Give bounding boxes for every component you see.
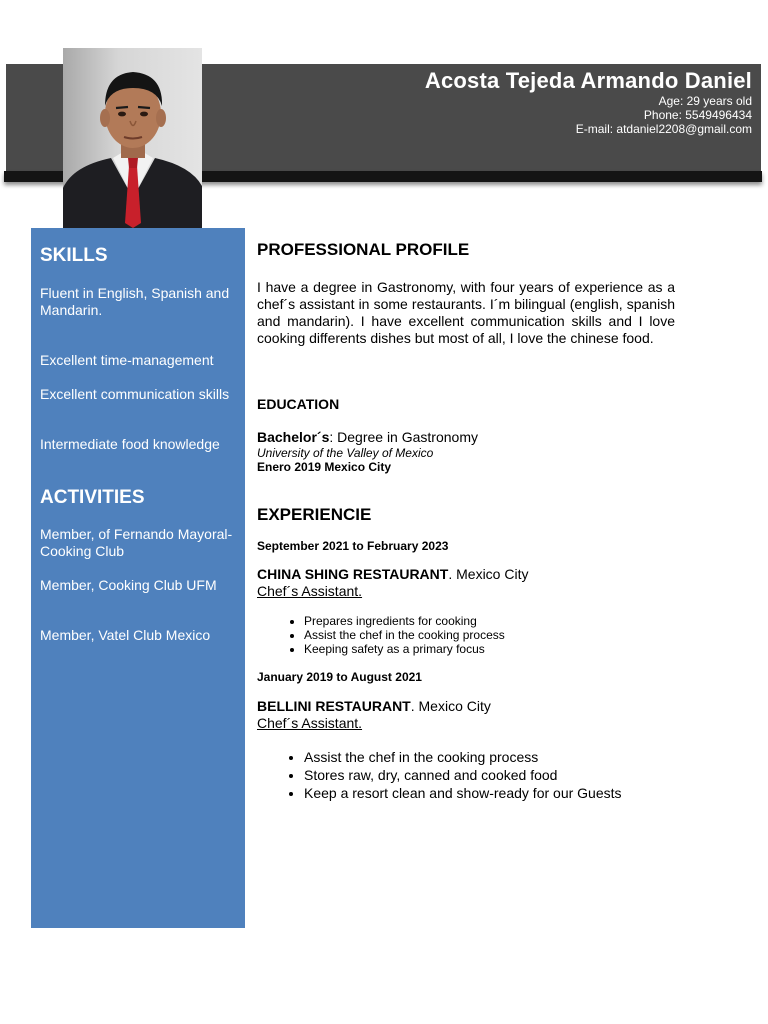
- portrait-illustration: [63, 48, 202, 228]
- job-task: • Prepares ingredients for cooking: [304, 614, 722, 628]
- phone-text: Phone: 5549496434: [643, 108, 752, 122]
- activities-heading: ACTIVITIES: [40, 487, 145, 508]
- job-company: BELLINI RESTAURANT: [257, 698, 411, 714]
- job-company-line: [257, 698, 675, 714]
- sidebar: [31, 228, 245, 928]
- education-school: University of the Valley of Mexico: [257, 446, 434, 460]
- skill-item: Intermediate food knowledge: [40, 436, 220, 452]
- degree-label: Bachelor´s: [257, 429, 330, 445]
- job-task: • Assist the chef in the cooking process: [304, 748, 722, 766]
- education-date: Enero 2019 Mexico City: [257, 460, 392, 474]
- activity-item: Member, Cooking Club UFM: [40, 577, 217, 593]
- job-company-line: [257, 566, 675, 582]
- skill-item: Fluent in English, Spanish and Mandarin.: [40, 285, 230, 318]
- job-location: . Mexico City: [410, 698, 491, 714]
- job-task: • Stores raw, dry, canned and cooked food: [304, 766, 722, 784]
- education-degree: [257, 429, 675, 445]
- job-role: Chef´s Assistant.: [257, 583, 363, 599]
- experience-heading: EXPERIENCIE: [257, 505, 372, 524]
- job-location: . Mexico City: [448, 566, 529, 582]
- profile-photo: [63, 48, 202, 228]
- activity-item: Member, of Fernando Mayoral-Cooking Club: [40, 526, 233, 559]
- candidate-name: Acosta Tejeda Armando Daniel: [424, 68, 752, 93]
- job-task: • Keeping safety as a primary focus: [304, 642, 722, 656]
- skill-item: Excellent time-management: [40, 352, 214, 368]
- job-task: • Keep a resort clean and show-ready for our Guests: [304, 784, 722, 802]
- skill-item: Excellent communication skills: [40, 386, 230, 402]
- job-role: Chef´s Assistant.: [257, 715, 363, 731]
- job-company: CHINA SHING RESTAURANT: [257, 566, 449, 582]
- job-dates: January 2019 to August 2021: [257, 670, 422, 684]
- activity-item: Member, Vatel Club Mexico: [40, 627, 211, 643]
- email-text: E-mail: atdaniel2208@gmail.com: [575, 122, 752, 136]
- job-dates: September 2021 to February 2023: [257, 539, 449, 553]
- contact-info: [576, 94, 752, 136]
- profile-heading: PROFESSIONAL PROFILE: [257, 240, 470, 259]
- skills-heading: SKILLS: [40, 245, 108, 266]
- job-task-list: [257, 748, 722, 802]
- job-task-list: [257, 614, 722, 656]
- education-heading: EDUCATION: [257, 396, 340, 412]
- age-text: Age: 29 years old: [658, 94, 752, 108]
- job-task: • Assist the chef in the cooking process: [304, 628, 722, 642]
- profile-text: I have a degree in Gastronomy, with four years of experience as a chef´s assistant in some restaurants. I´m bilingual (english, spanish and mandarin). I have excellent communication skills and I love cooking differents dishes but most of all, I love the chinese food.: [257, 279, 675, 346]
- degree-text: : Degree in Gastronomy: [329, 429, 478, 445]
